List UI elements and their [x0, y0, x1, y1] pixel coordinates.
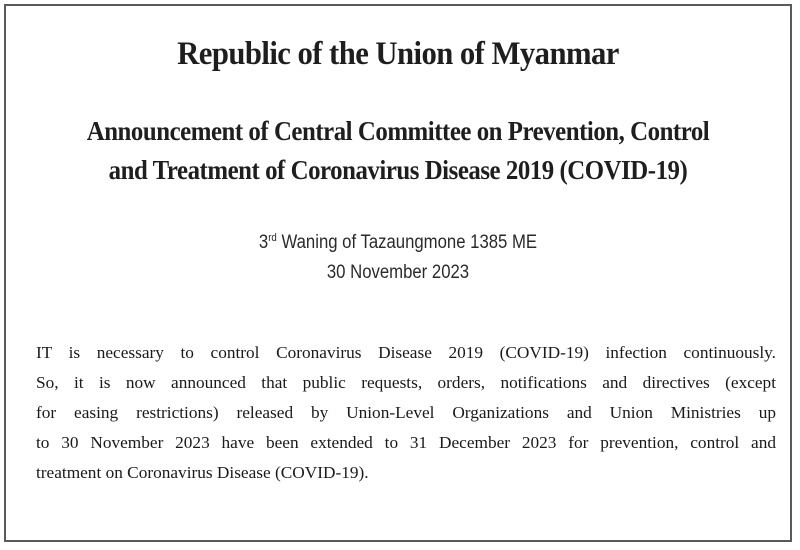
announcement-dates [53, 228, 743, 288]
body-line-4: to 30 November 2023 have been extended to 31 December 2023 for prevention, control and [36, 433, 776, 452]
announcement-heading-line-1: Announcement of Central Committee on Prevention, Control [86, 116, 710, 146]
myanmar-date-day: 3 [258, 232, 269, 253]
document-title: Republic of the Union of Myanmar [177, 36, 619, 72]
myanmar-date-text: Waning of Tazaungmone 1385 ME [276, 232, 538, 253]
gregorian-date: 30 November 2023 [326, 262, 470, 283]
body-line-5: treatment on Coronavirus Disease (COVID-19). [36, 463, 369, 482]
body-line-1: IT is necessary to control Coronavirus Disease 2019 (COVID-19) infection continuously. [36, 343, 776, 362]
myanmar-date-day-suffix: rd [268, 232, 277, 244]
announcement-heading-line-2: and Treatment of Coronavirus Disease 2019 (COVID-19) [108, 155, 688, 185]
announcement-heading [37, 112, 758, 190]
body-line-2: So, it is now announced that public requests, orders, notifications and directives (except [36, 373, 776, 392]
announcement-body [36, 338, 776, 488]
myanmar-date [53, 228, 743, 258]
body-line-3: for easing restrictions) released by Union-Level Organizations and Union Ministries up [36, 403, 776, 422]
announcement-frame [4, 4, 792, 542]
